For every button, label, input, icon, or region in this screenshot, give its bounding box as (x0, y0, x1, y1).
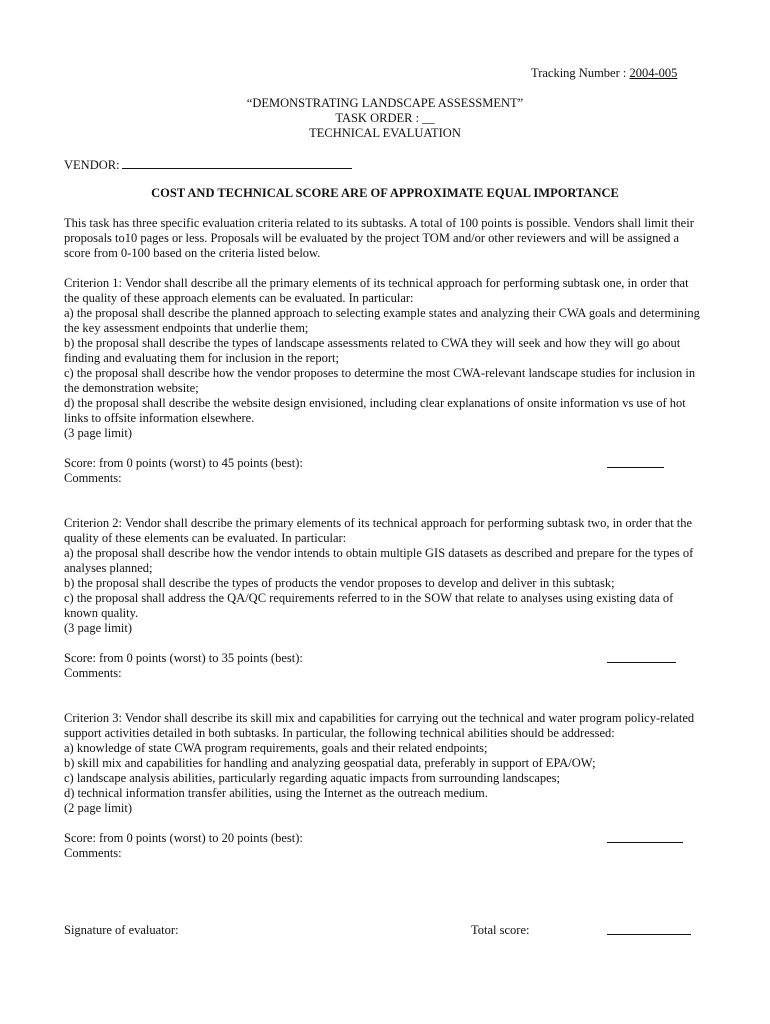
importance-heading: COST AND TECHNICAL SCORE ARE OF APPROXIMATE EQUAL IMPORTANCE (151, 186, 619, 200)
criterion-line: a) the proposal shall describe the planned approach to selecting example states and analyzing their CWA goals and determining (64, 306, 700, 320)
criterion-3-score-blank[interactable] (607, 842, 683, 843)
criterion-1-score-row (64, 456, 714, 471)
intro-line: score from 0-100 based on the criteria listed below. (64, 246, 321, 260)
criterion-line: c) landscape analysis abilities, particularly regarding aquatic impacts from surrounding landscapes; (64, 771, 561, 785)
criterion-line: Criterion 1: Vendor shall describe all the primary elements of its technical approach for performing subtask one, in order that (64, 276, 689, 290)
criterion-line: Criterion 2: Vendor shall describe the primary elements of its technical approach for performing subtask two, in order that the (64, 516, 693, 530)
criterion-2-comments-label: Comments: (64, 666, 122, 680)
criterion-line: finding and evaluating them for inclusion in the report; (64, 351, 339, 365)
criterion-line: (3 page limit) (64, 621, 133, 635)
total-score-blank[interactable] (607, 934, 691, 935)
criterion-line: b) the proposal shall describe the types of products the vendor proposes to develop and deliver in this subtask; (64, 576, 615, 590)
criterion-2-score-blank[interactable] (607, 662, 676, 663)
criterion-line: known quality. (64, 606, 139, 620)
criterion-1-comments-label: Comments: (64, 471, 122, 485)
intro-paragraph (64, 216, 714, 261)
criterion-line: c) the proposal shall address the QA/QC requirements referred to in the SOW that relate to analyses using existing data of (64, 591, 674, 605)
criterion-line: the quality of these approach elements can be evaluated. In particular: (64, 291, 414, 305)
criterion-line: d) the proposal shall describe the website design envisioned, including clear explanations of onsite information vs use of hot (64, 396, 686, 410)
intro-line: proposals to10 pages or less. Proposals will be evaluated by the project TOM and/or other reviewers and will be assigned a (64, 231, 680, 245)
criterion-line: b) the proposal shall describe the types of landscape assessments related to CWA they will seek and how they will go about (64, 336, 681, 350)
criterion-1-score-blank[interactable] (607, 467, 664, 468)
criterion-line: support activities detailed in both subtasks. In particular, the following technical abilities should be addressed: (64, 726, 615, 740)
criterion-line: b) skill mix and capabilities for handling and analyzing geospatial data, preferably in support of EPA/OW; (64, 756, 596, 770)
document-title: “DEMONSTRATING LANDSCAPE ASSESSMENT” (246, 96, 524, 110)
signature-label: Signature of evaluator: (64, 923, 179, 937)
technical-evaluation-heading: TECHNICAL EVALUATION (309, 126, 461, 140)
tracking-number (531, 66, 677, 81)
criterion-line: Criterion 3: Vendor shall describe its skill mix and capabilities for carrying out the technical and water program policy-related (64, 711, 695, 725)
criterion-3-paragraph (64, 711, 714, 816)
criterion-line: the key assessment endpoints that underlie them; (64, 321, 309, 335)
criterion-line: links to offsite information elsewhere. (64, 411, 255, 425)
criterion-line: d) technical information transfer abilities, using the Internet as the outreach medium. (64, 786, 488, 800)
criterion-line: (2 page limit) (64, 801, 133, 815)
intro-line: This task has three specific evaluation criteria related to its subtasks. A total of 100 points is possible. Vendors shall limit their (64, 216, 694, 230)
criterion-line: analyses planned; (64, 561, 153, 575)
criterion-3-score-row (64, 831, 714, 846)
criterion-line: c) the proposal shall describe how the vendor proposes to determine the most CWA-relevant landscape studies for inclusion in (64, 366, 696, 380)
vendor-blank-line[interactable] (122, 156, 352, 169)
criterion-line: a) the proposal shall describe how the vendor intends to obtain multiple GIS datasets as described and prepare for the types of (64, 546, 694, 560)
criterion-2-score-label: Score: from 0 points (worst) to 35 points (best): (64, 651, 303, 665)
criterion-line: (3 page limit) (64, 426, 133, 440)
criterion-line: a) knowledge of state CWA program requirements, goals and their related endpoints; (64, 741, 488, 755)
criterion-3-comments-label: Comments: (64, 846, 122, 860)
vendor-field (64, 156, 352, 173)
criterion-2-score-row (64, 651, 714, 666)
tracking-value: 2004-005 (629, 66, 678, 80)
criterion-1-score-label: Score: from 0 points (worst) to 45 points (best): (64, 456, 303, 470)
total-score-label: Total score: (471, 923, 530, 937)
criterion-line: the demonstration website; (64, 381, 199, 395)
criterion-line: quality of these elements can be evaluated. In particular: (64, 531, 347, 545)
vendor-label: VENDOR: (64, 158, 120, 172)
criterion-1-paragraph (64, 276, 714, 441)
task-order-line: TASK ORDER : __ (335, 111, 435, 125)
criterion-3-score-label: Score: from 0 points (worst) to 20 points (best): (64, 831, 303, 845)
tracking-label: Tracking Number : (531, 66, 630, 80)
criterion-2-paragraph (64, 516, 714, 636)
